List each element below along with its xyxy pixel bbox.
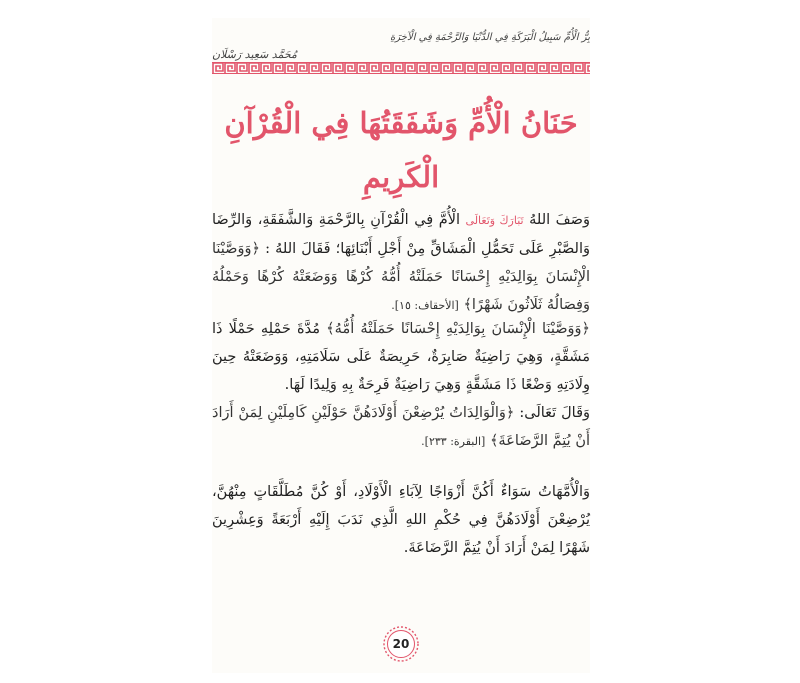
page-header: [212, 26, 590, 62]
running-title: بِرُّ الْأُمِّ سَبِيلُ الْبَرَكَةِ فِي الدُّنْيَا وَالرَّحْمَةِ فِي الْآخِرَةِ: [390, 32, 590, 43]
paragraph-text: الْأُمَّ فِي الْقُرْآنِ بِالرَّحْمَةِ وَالشَّفَقَةِ، وَالرِّضَا وَالصَّبْرِ عَلَى تَحَمُّلِ الْمَشَاقِّ مِنْ أَجْلِ أَبْنَائِهَا؛ فَقَالَ اللهُ :: [212, 212, 590, 257]
decorative-greek-key-border: [212, 62, 590, 74]
paragraph-lead: وَقَالَ تَعَالَى:: [519, 405, 590, 421]
book-page: [212, 18, 590, 673]
page-number: 20: [392, 637, 410, 651]
praise-phrase: تَبَارَكَ وَتَعَالَى: [465, 214, 524, 227]
chapter-title: حَنَانُ الْأُمِّ وَشَفَقَتُهَا فِي الْقُرْآنِ الْكَرِيمِ: [224, 106, 578, 194]
page-number-badge: [381, 624, 421, 664]
quran-verse: ﴿وَوَصَّيْنَا الْإِنْسَانَ بِوَالِدَيْهِ إِحْسَانًا حَمَلَتْهُ أُمُّهُ كُرْهًا وَوَضَعَتْهُ كُرْهًا وَحَمْلُهُ وَفِصَالُهُ ثَلَاثُونَ شَهْرًا﴾: [212, 241, 590, 313]
paragraph-3: [212, 478, 590, 562]
quran-verse: ﴿وَوَصَّيْنَا الْإِنْسَانَ بِوَالِدَيْهِ إِحْسَانًا حَمَلَتْهُ أُمُّهُ﴾: [326, 321, 591, 337]
author-name: مُحَمَّد سَعِيد رَسْلَان: [212, 48, 297, 61]
quran-verse-2: ﴿وَالْوَالِدَاتُ يُرْضِعْنَ أَوْلَادَهُنَّ حَوْلَيْنِ كَامِلَيْنِ لِمَنْ أَرَادَ أَنْ يُتِمَّ الرَّضَاعَةَ﴾: [212, 405, 590, 449]
paragraph-2: [212, 315, 590, 456]
paragraph-1: [212, 206, 590, 320]
paragraph-lead: وَصَفَ اللهُ: [529, 212, 590, 228]
paragraph-text: وَالْأُمَّهَاتُ سَوَاءٌ أَكُنَّ أَزْوَاجًا لِآبَاءِ الْأَوْلَادِ، أَوْ كُنَّ مُطَلَّقَاتٍ مِنْهُنَّ، يُرْضِعْنَ أَوْلَادَهُنَّ فِي حُكْمِ اللهِ الَّذِي نَدَبَ إِلَيْهِ أَرْبَعَةً وَعِشْرِينَ شَهْرًا لِمَنْ أَرَادَ أَنْ يُتِمَّ الرَّضَاعَةَ.: [212, 484, 590, 556]
verse-reference: [الأحقاف: ١٥].: [391, 299, 459, 312]
verse-reference: [البقرة: ٢٣٣].: [421, 435, 486, 448]
paragraph-text: مُدَّةَ حَمْلِهِ حَمْلًا ذَا مَشَقَّةٍ، وَهِيَ رَاضِيَةٌ صَابِرَةٌ، حَرِيصَةٌ عَلَى سَلَامَتِهِ، وَوَضَعَتْهُ حِينَ وِلَادَتِهِ وَضْعًا ذَا مَشَقَّةٍ وَهِيَ رَاضِيَةٌ فَرِحَةٌ بِهِ وَلِيدًا لَهَا.: [212, 321, 590, 393]
